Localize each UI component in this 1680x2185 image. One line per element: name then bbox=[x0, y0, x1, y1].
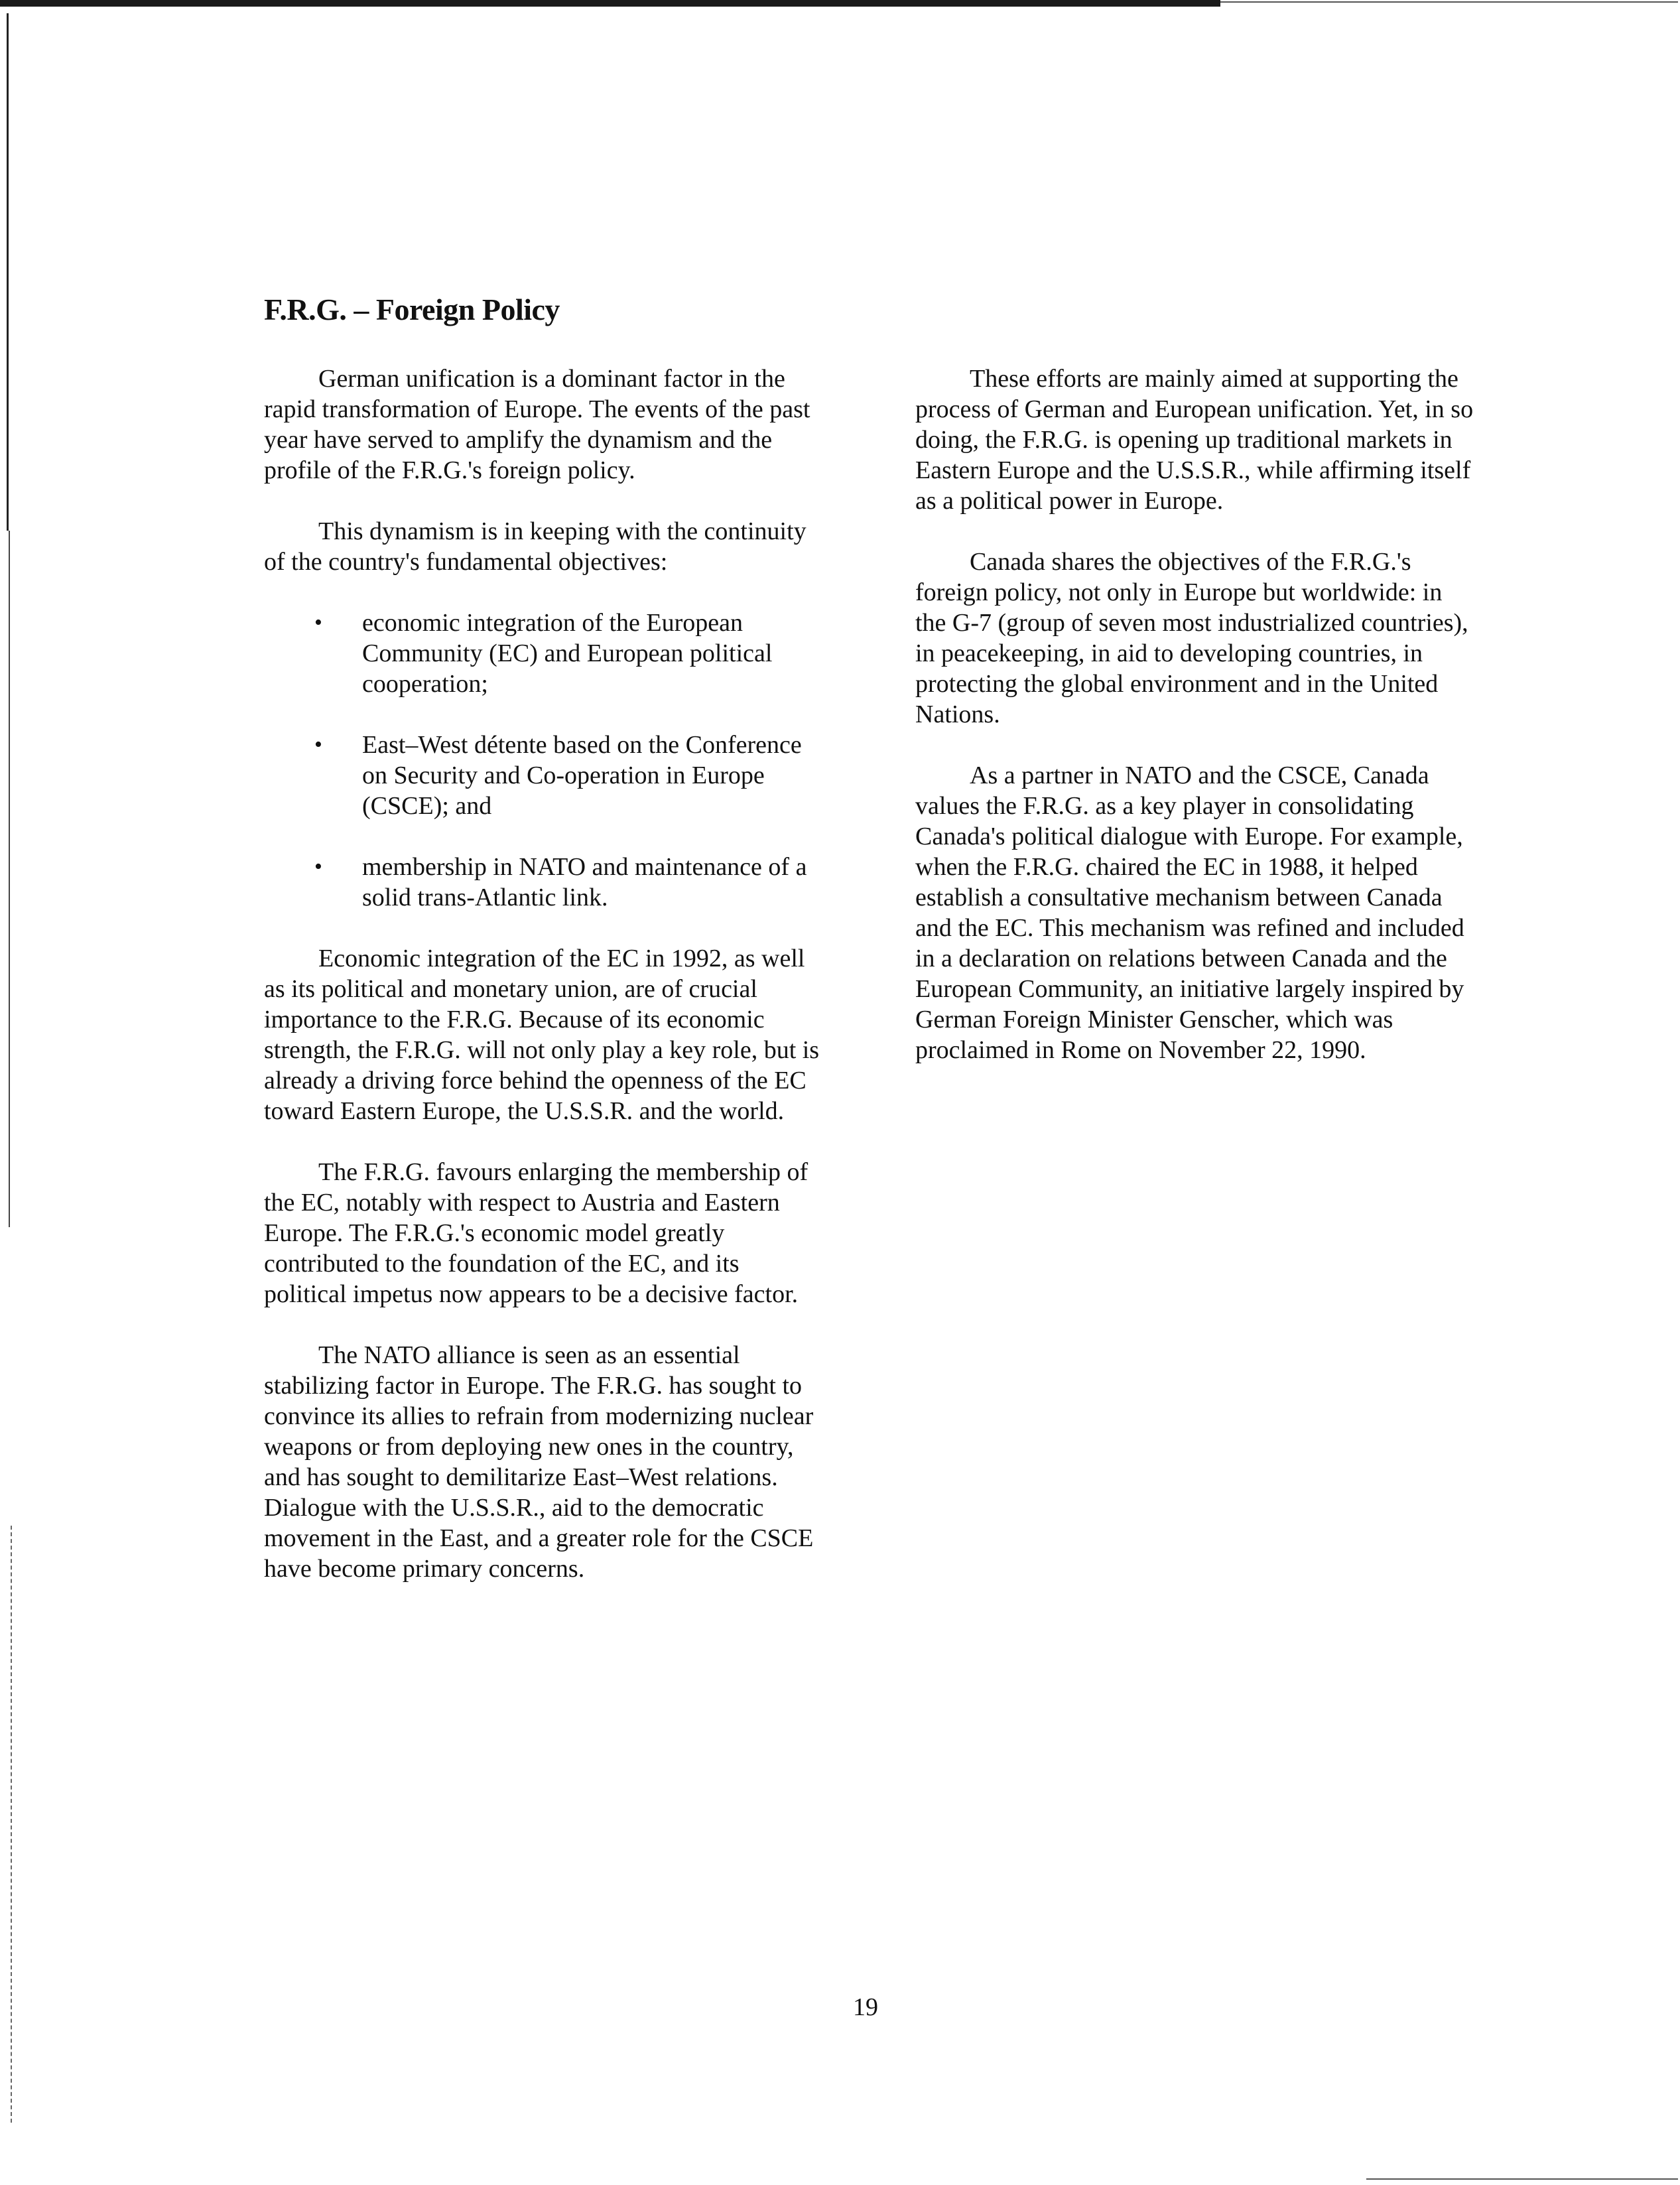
bullet-icon: • bbox=[314, 610, 322, 635]
list-item bbox=[264, 852, 828, 913]
paragraph-efforts: These efforts are mainly aimed at supporting the process of German and European unification. Yet, in so doing, the F.R.G. is opening up traditional markets in Eastern Europe and the U.S.S.R., while affirming itself as a political power in Europe. bbox=[915, 365, 1474, 515]
objectives-list bbox=[264, 608, 828, 913]
scan-bottom-edge bbox=[1366, 2178, 1678, 2180]
paragraph-economic-integration: Economic integration of the EC in 1992, as well as its political and monetary union, are of crucial importance to the F.R.G. Because of its economic strength, the F.R.G. will not only play a key role, but is already a driving force behind the openness of the EC toward Eastern Europe, the U.S.S.R. and the world. bbox=[264, 945, 820, 1125]
paragraph-german-unification: German unification is a dominant factor in the rapid transformation of Europe. The events of the past year have served to amplify the dynamism and the profile of the F.R.G.'s foreign policy. bbox=[264, 365, 810, 484]
paragraph-nato-csce-partner: As a partner in NATO and the CSCE, Canada values the F.R.G. as a key player in consolidating Canada's political dialogue with Europe. For example, when the F.R.G. chaired the EC in 1988, it helped establish a consultative mechanism between Canada and the EC. This mechanism was refined and included in a declaration on relations between Canada and the European Community, an initiative largely inspired by German Foreign Minister Genscher, which was proclaimed in Rome on November 22, 1990. bbox=[915, 761, 1464, 1064]
scan-left-edge-dashed bbox=[11, 1526, 13, 2123]
scan-top-edge-thin bbox=[1220, 1, 1678, 3]
paragraph-ec-enlargement: The F.R.G. favours enlarging the membership of the EC, notably with respect to Austria and Eastern Europe. The F.R.G.'s economic model greatly contributed to the foundation of the EC, and its political impetus now appears to be a decisive factor. bbox=[264, 1158, 808, 1308]
scan-left-edge bbox=[7, 13, 9, 531]
paragraph-dynamism: This dynamism is in keeping with the continuity of the country's fundamental objectives: bbox=[264, 517, 807, 576]
bullet-icon: • bbox=[314, 854, 322, 879]
list-item-text: economic integration of the European Community (EC) and European political cooperation; bbox=[362, 609, 773, 698]
left-column bbox=[264, 364, 828, 1615]
list-item-text: East–West détente based on the Conference on Security and Co-operation in Europe (CSCE); and bbox=[362, 731, 802, 820]
list-item bbox=[264, 608, 828, 699]
right-column bbox=[915, 364, 1479, 1096]
list-item-text: membership in NATO and maintenance of a solid trans-Atlantic link. bbox=[362, 853, 807, 911]
page-title: F.R.G. – Foreign Policy bbox=[264, 293, 560, 326]
list-item bbox=[264, 730, 828, 821]
page-number: 19 bbox=[853, 1993, 878, 2021]
paragraph-canada-objectives: Canada shares the objectives of the F.R.G.'s foreign policy, not only in Europe but worldwide: in the G-7 (group of seven most industrialized countries), in peacekeeping, in aid to developing countries, in protecting the global environment and in the United Nations. bbox=[915, 548, 1468, 728]
scan-left-edge-lower bbox=[9, 531, 10, 1227]
paragraph-nato-alliance: The NATO alliance is seen as an essential stabilizing factor in Europe. The F.R.G. has sought to convince its allies to refrain from modernizing nuclear weapons or from deploying new ones in the country, and has sought to demilitarize East–West relations. Dialogue with the U.S.S.R., aid to the democratic movement in the East, and a greater role for the CSCE have become primary concerns. bbox=[264, 1341, 814, 1583]
bullet-icon: • bbox=[314, 732, 322, 757]
scan-top-edge bbox=[0, 0, 1220, 7]
